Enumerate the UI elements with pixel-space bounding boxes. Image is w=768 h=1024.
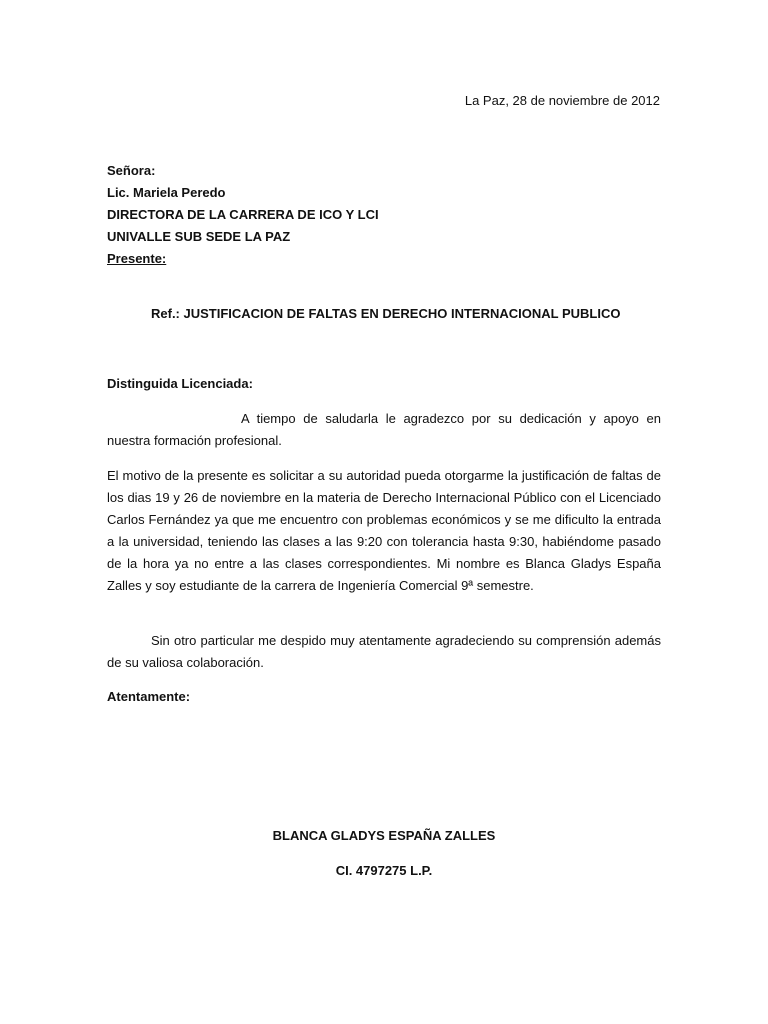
- reference-line: Ref.: JUSTIFICACION DE FALTAS EN DERECHO INTERNACIONAL PUBLICO: [151, 306, 621, 321]
- paragraph-2: El motivo de la presente es solicitar a su autoridad pueda otorgarme la justificación de faltas de los dias 19 y 26 de noviembre en la materia de Derecho Internacional Público con el Licenciado Carlos Fernández ya que me encuentro con problemas económicos y se me dificulto la entrada a la universidad, teniendo las clases a las 9:20 con tolerancia hasta 9:30, habiéndome pasado de la hora ya no entre a las clases correspondientes. Mi nombre es Blanca Gladys España Zalles y soy estudiante de la carrera de Ingeniería Comercial 9ª semestre.: [107, 468, 661, 593]
- paragraph-3: Sin otro particular me despido muy atentamente agradeciendo su comprensión además de su valiosa colaboración.: [107, 633, 661, 670]
- recipient-presente: Presente:: [107, 251, 167, 266]
- recipient-position: DIRECTORA DE LA CARRERA DE ICO Y LCI: [107, 207, 379, 222]
- signature-name: BLANCA GLADYS ESPAÑA ZALLES: [272, 828, 496, 843]
- paragraph-1: A tiempo de saludarla le agradezco por su dedicación y apoyo en nuestra formación profesional.: [107, 411, 661, 448]
- signature-id: CI. 4797275 L.P.: [335, 863, 433, 878]
- recipient-salutation-title: Señora:: [107, 163, 156, 178]
- recipient-name: Lic. Mariela Peredo: [107, 185, 226, 200]
- closing: Atentamente:: [107, 689, 191, 704]
- recipient-institution: UNIVALLE SUB SEDE LA PAZ: [107, 229, 291, 244]
- letter-date: La Paz, 28 de noviembre de 2012: [464, 93, 660, 108]
- greeting: Distinguida Licenciada:: [107, 376, 253, 391]
